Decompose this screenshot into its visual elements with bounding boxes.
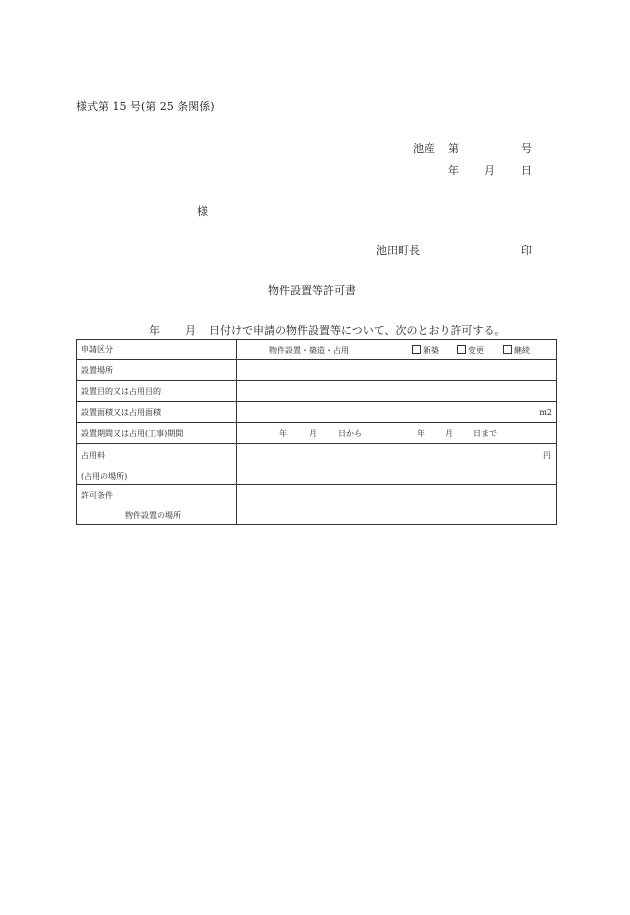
- conditions-field[interactable]: [237, 485, 557, 525]
- form-number: 様式第 15 号(第 25 条関係): [76, 100, 215, 113]
- application-category-cell: [237, 340, 557, 360]
- period-from-year: 年: [279, 429, 287, 438]
- table-row: [77, 381, 557, 402]
- table-row: [77, 423, 557, 444]
- document-title: 物件設置等許可書: [268, 284, 356, 297]
- table-row: [77, 340, 557, 360]
- fee-unit: 円: [543, 451, 551, 460]
- doc-date-year: 年: [448, 164, 459, 177]
- period-to-day: 日まで: [473, 429, 497, 438]
- period-field[interactable]: [237, 423, 557, 444]
- fee-field[interactable]: [237, 444, 557, 485]
- table-row: [77, 485, 557, 525]
- period-from-day: 日から: [338, 429, 362, 438]
- statement-text: 日付けで申請の物件設置等について、次のとおり許可する。: [209, 324, 506, 337]
- row-label: 設置面積又は占用面積: [77, 402, 237, 423]
- statement-year: 年: [149, 324, 160, 337]
- conditions-label: 許可条件: [81, 491, 113, 500]
- fee-location-label: (占用の場所): [81, 472, 128, 481]
- fee-label: 占用料: [81, 451, 105, 460]
- doc-ref-prefix: 池産: [413, 142, 435, 155]
- doc-ref-dai: 第: [448, 142, 459, 155]
- conditions-location-label: 物件設置の場所: [125, 511, 181, 520]
- row-label: [77, 444, 237, 485]
- table-row: [77, 402, 557, 423]
- area-field[interactable]: [237, 402, 557, 423]
- doc-ref-go: 号: [521, 142, 532, 155]
- table-row: [77, 360, 557, 381]
- table-row: [77, 444, 557, 485]
- doc-date-day: 日: [521, 164, 532, 177]
- option-keizoku[interactable]: 継続: [503, 345, 530, 356]
- row-label: 設置目的又は占用目的: [77, 381, 237, 402]
- issuer-title: 池田町長: [376, 244, 420, 257]
- purpose-field[interactable]: [237, 381, 557, 402]
- seal-mark: 印: [521, 244, 532, 257]
- doc-date-month: 月: [484, 164, 495, 177]
- permit-details-table: [76, 339, 557, 525]
- period-to-month: 月: [445, 429, 453, 438]
- row-label: 設置期間又は占用(工事)期間: [77, 423, 237, 444]
- row-label: 申請区分: [77, 340, 237, 360]
- row-label: [77, 485, 237, 525]
- period-from-month: 月: [309, 429, 317, 438]
- period-to-year: 年: [417, 429, 425, 438]
- option-shinchiku[interactable]: 新築: [412, 345, 439, 356]
- area-unit: m2: [539, 407, 552, 417]
- row-label: 設置場所: [77, 360, 237, 381]
- addressee-suffix: 様: [197, 205, 208, 218]
- statement-month: 月: [185, 324, 196, 337]
- category-text: 物件設置・築造・占用: [269, 346, 349, 355]
- installation-location-field[interactable]: [237, 360, 557, 381]
- option-henkou[interactable]: 変更: [457, 345, 484, 356]
